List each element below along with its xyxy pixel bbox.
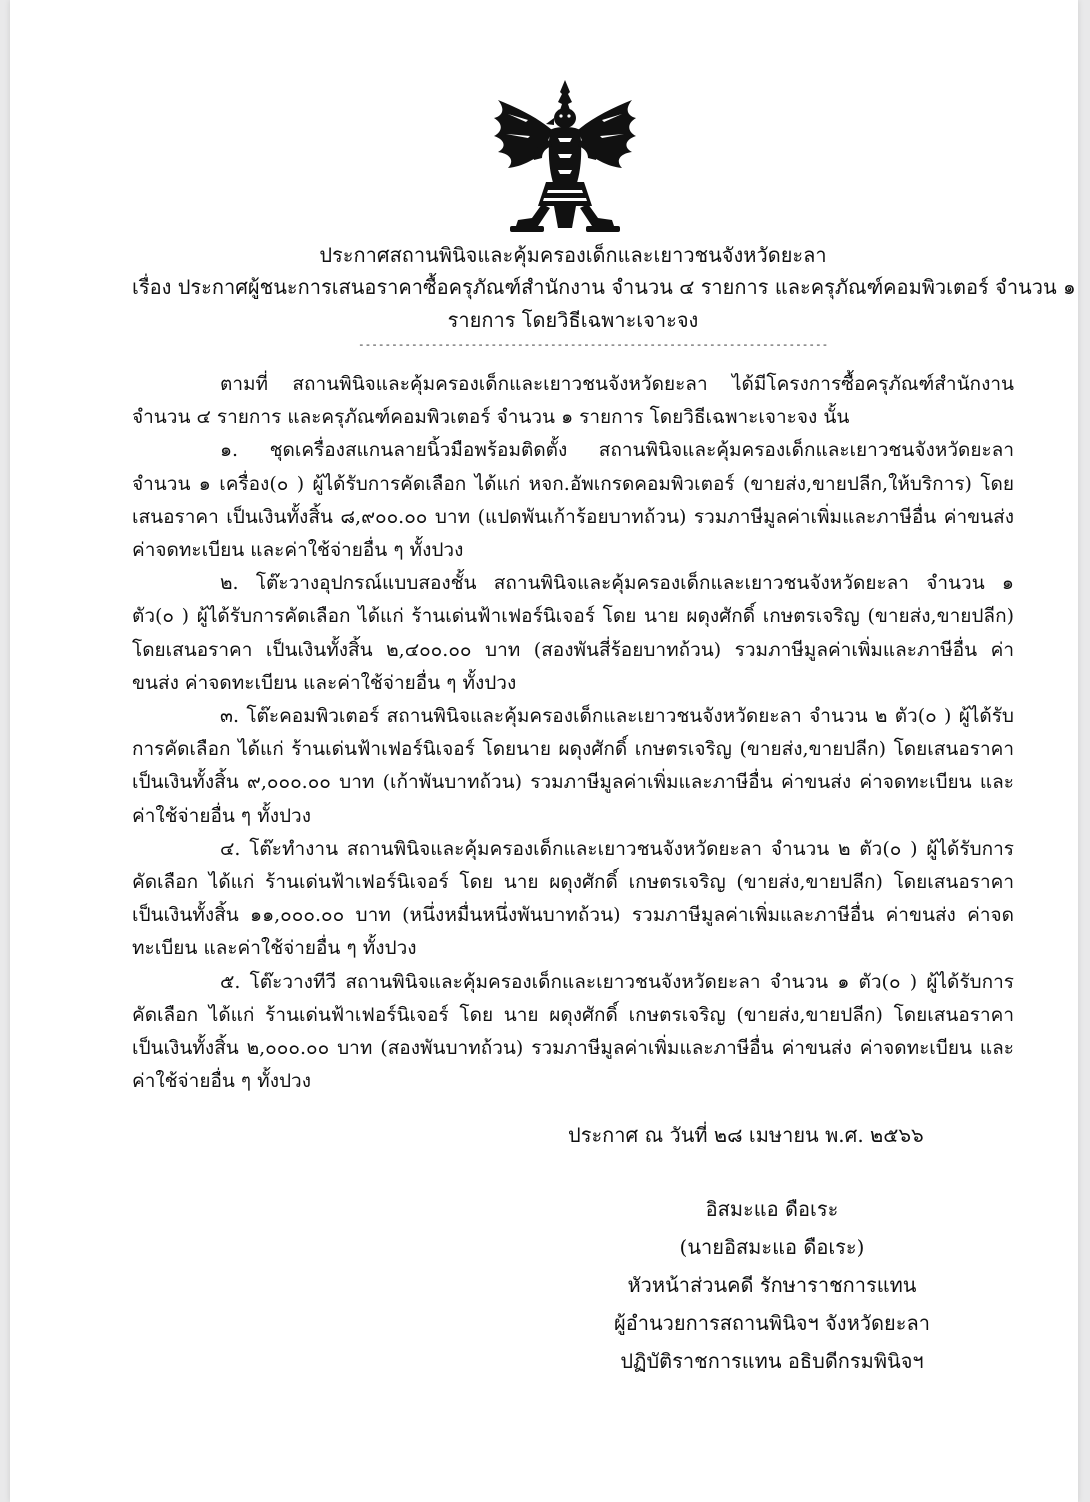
intro-paragraph: ตามที่ สถานพินิจและคุ้มครองเด็กและเยาวชนจังหวัดยะลา ได้มีโครงการซื้อครุภัณฑ์สำนักงาน จำนวน ๔ รายการ และครุภัณฑ์คอมพิวเตอร์ จำนวน ๑ รายการ โดยวิธีเฉพาะเจาะจง นั้น <box>132 373 1014 429</box>
item-paragraph-2: ๒. โต๊ะวางอุปกรณ์แบบสองชั้น สถานพินิจและคุ้มครองเด็กและเยาวชนจังหวัดยะลา จำนวน ๑ ตัว(๐ ) ผู้ได้รับการคัดเลือก ได้แก่ ร้านเด่นฟ้าเฟอร์นิเจอร์ โดย นาย ผดุงศักดิ์ เกษตรเจริญ (ขายส่ง,ขายปลีก) โดยเสนอราคา เป็นเงินทั้งสิ้น ๒,๔๐๐.๐๐ บาท (สองพันสี่ร้อยบาทถ้วน) รวมภาษีมูลค่าเพิ่มและภาษีอื่น ค่าขนส่ง ค่าจดทะเบียน และค่าใช้จ่ายอื่น ๆ ทั้งปวง <box>132 572 1014 694</box>
signer-position-1: หัวหน้าส่วนคดี รักษาราชการแทน <box>627 1273 917 1297</box>
announcement-body <box>132 368 1014 1098</box>
signature: อิสมะแอ ดือเระ <box>705 1197 839 1221</box>
signer-full-name: (นายอิสมะแอ ดือเระ) <box>679 1235 865 1259</box>
header-title: ประกาศสถานพินิจและคุ้มครองเด็กและเยาวชนจังหวัดยะลา <box>319 243 827 267</box>
document-page <box>10 0 1078 1502</box>
garuda-emblem-icon <box>488 78 642 238</box>
item-paragraph-3: ๓. โต๊ะคอมพิวเตอร์ สถานพินิจและคุ้มครองเด็กและเยาวชนจังหวัดยะลา จำนวน ๒ ตัว(๐ ) ผู้ได้รับการคัดเลือก ได้แก่ ร้านเด่นฟ้าเฟอร์นิเจอร์ โดยนาย ผดุงศักดิ์ เกษตรเจริญ (ขายส่ง,ขายปลีก) โดยเสนอราคา เป็นเงินทั้งสิ้น ๙,๐๐๐.๐๐ บาท (เก้าพันบาทถ้วน) รวมภาษีมูลค่าเพิ่มและภาษีอื่น ค่าขนส่ง ค่าจดทะเบียน และค่าใช้จ่ายอื่น ๆ ทั้งปวง <box>132 705 1014 827</box>
item-paragraph-1: ๑. ชุดเครื่องสแกนลายนิ้วมือพร้อมติดตั้ง สถานพินิจและคุ้มครองเด็กและเยาวชนจังหวัดยะลา จำนวน ๑ เครื่อง(๐ ) ผู้ได้รับการคัดเลือก ได้แก่ หจก.อัพเกรดคอมพิวเตอร์ (ขายส่ง,ขายปลีก,ให้บริการ) โดยเสนอราคา เป็นเงินทั้งสิ้น ๘,๙๐๐.๐๐ บาท (แปดพันเก้าร้อยบาทถ้วน) รวมภาษีมูลค่าเพิ่มและภาษีอื่น ค่าขนส่ง ค่าจดทะเบียน และค่าใช้จ่ายอื่น ๆ ทั้งปวง <box>132 439 1014 562</box>
item-paragraph-4: ๔. โต๊ะทำงาน สถานพินิจและคุ้มครองเด็กและเยาวชนจังหวัดยะลา จำนวน ๒ ตัว(๐ ) ผู้ได้รับการคัดเลือก ได้แก่ ร้านเด่นฟ้าเฟอร์นิเจอร์ โดย นาย ผดุงศักดิ์ เกษตรเจริญ (ขายส่ง,ขายปลีก) โดยเสนอราคา เป็นเงินทั้งสิ้น ๑๑,๐๐๐.๐๐ บาท (หนึ่งหมื่นหนึ่งพันบาทถ้วน) รวมภาษีมูลค่าเพิ่มและภาษีอื่น ค่าขนส่ง ค่าจดทะเบียน และค่าใช้จ่ายอื่น ๆ ทั้งปวง <box>132 837 1014 960</box>
header-subject-continued: รายการ โดยวิธีเฉพาะเจาะจง <box>447 308 699 332</box>
item-paragraph-5: ๕. โต๊ะวางทีวี สถานพินิจและคุ้มครองเด็กและเยาวชนจังหวัดยะลา จำนวน ๑ ตัว(๐ ) ผู้ได้รับการคัดเลือก ได้แก่ ร้านเด่นฟ้าเฟอร์นิเจอร์ โดย นาย ผดุงศักดิ์ เกษตรเจริญ (ขายส่ง,ขายปลีก) โดยเสนอราคา เป็นเงินทั้งสิ้น ๒,๐๐๐.๐๐ บาท (สองพันบาทถ้วน) รวมภาษีมูลค่าเพิ่มและภาษีอื่น ค่าขนส่ง ค่าจดทะเบียน และค่าใช้จ่ายอื่น ๆ ทั้งปวง <box>132 970 1014 1093</box>
signature-block <box>562 1190 982 1380</box>
signer-position-3: ปฏิบัติราชการแทน อธิบดีกรมพินิจฯ <box>620 1349 924 1373</box>
header-subject: เรื่อง ประกาศผู้ชนะการเสนอราคาซื้อครุภัณฑ์สำนักงาน จำนวน ๔ รายการ และครุภัณฑ์คอมพิวเตอร์ จำนวน ๑ <box>132 275 1076 299</box>
signer-position-2: ผู้อำนวยการสถานพินิจฯ จังหวัดยะลา <box>614 1311 930 1335</box>
announcement-date: ประกาศ ณ วันที่ ๒๘ เมษายน พ.ศ. ๒๕๖๖ <box>568 1123 924 1147</box>
separator-line: ----------------------------------------------------------------------- <box>358 338 829 351</box>
